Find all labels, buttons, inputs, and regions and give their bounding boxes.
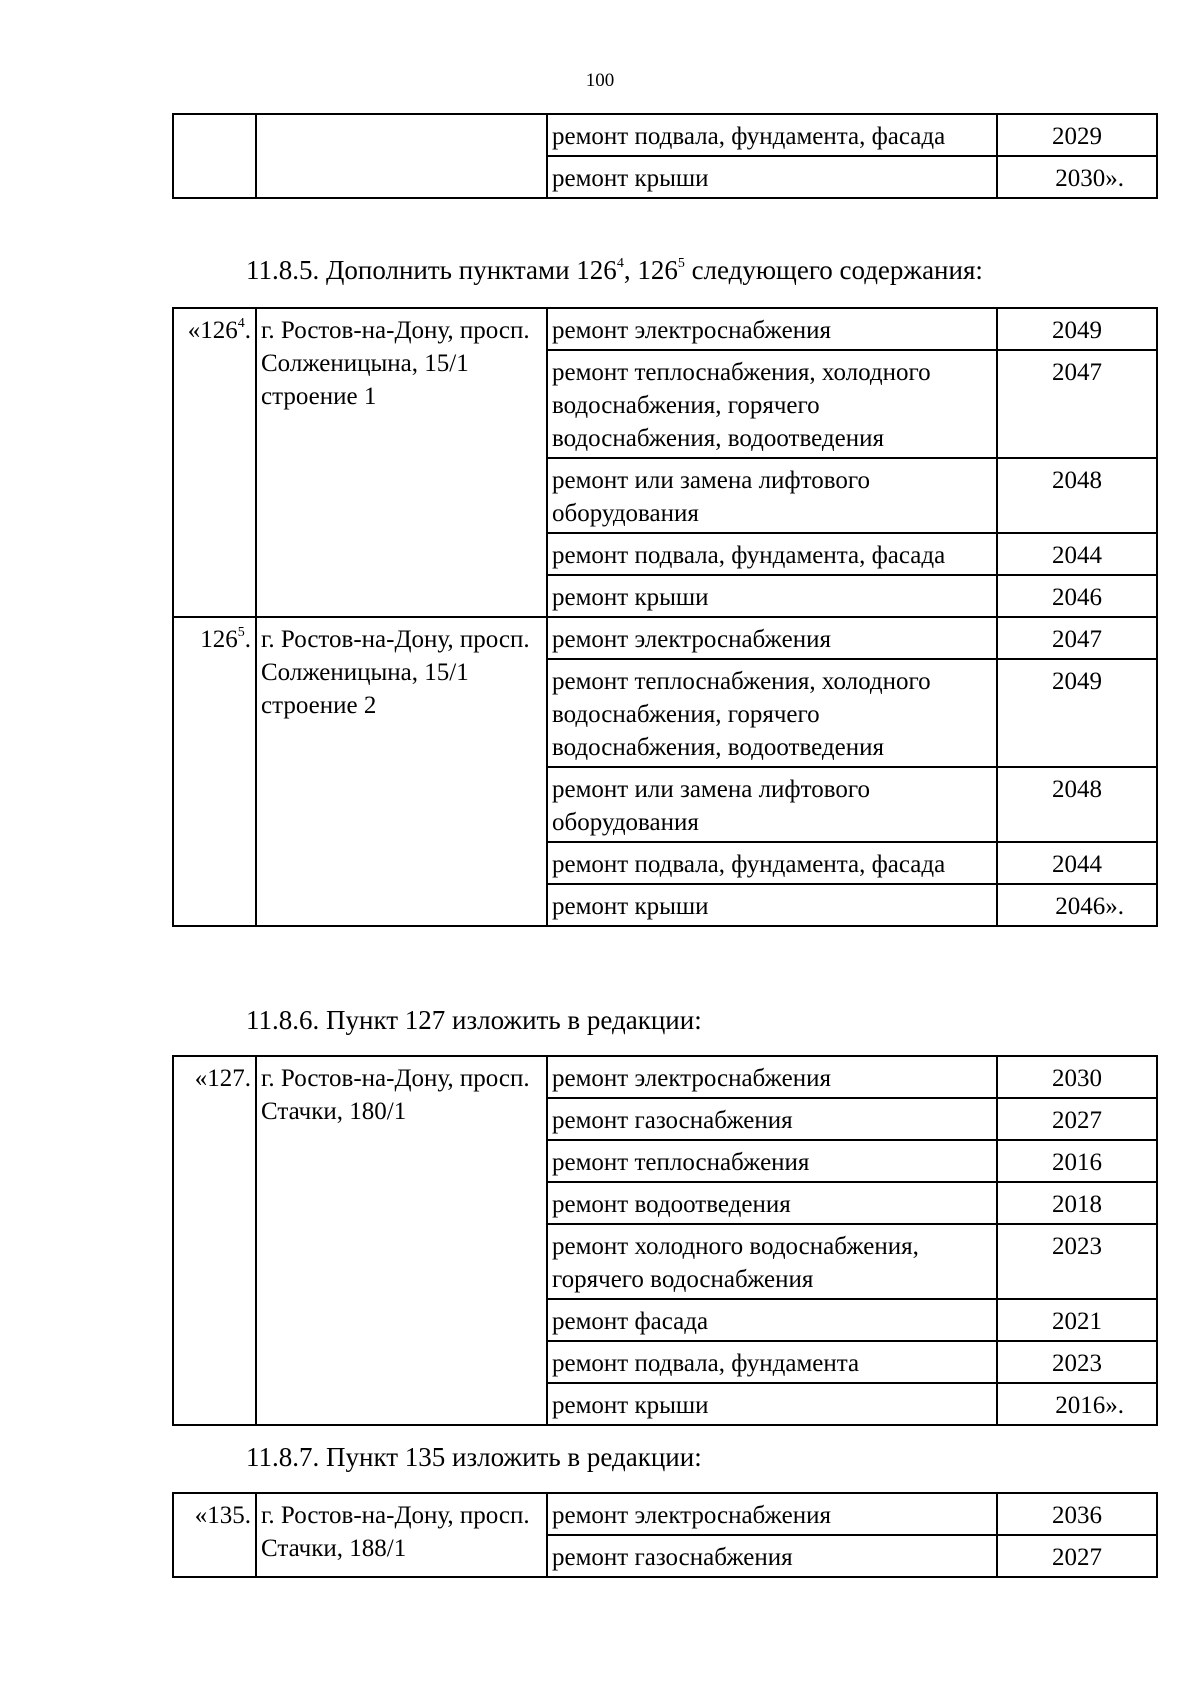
work-cell: ремонт или замена лифтового оборудования xyxy=(547,458,997,533)
paragraph-11-8-7: 11.8.7. Пункт 135 изложить в редакции: xyxy=(246,1442,702,1472)
superscript: 5 xyxy=(677,256,685,271)
work-cell: ремонт подвала, фундамента, фасада xyxy=(547,114,997,156)
year-cell: 2049 xyxy=(997,659,1157,767)
table-row xyxy=(173,1493,1157,1535)
work-cell: ремонт электроснабжения xyxy=(547,617,997,659)
year-cell: 2023 xyxy=(997,1341,1157,1383)
year-cell: 2036 xyxy=(997,1493,1157,1535)
year-cell: 2023 xyxy=(997,1224,1157,1299)
work-cell: ремонт крыши xyxy=(547,156,997,198)
work-cell: ремонт крыши xyxy=(547,575,997,617)
year-cell: 2030». xyxy=(997,156,1157,198)
work-cell: ремонт электроснабжения xyxy=(547,1056,997,1098)
work-cell: ремонт крыши xyxy=(547,884,997,926)
year-cell: 2046 xyxy=(997,575,1157,617)
year-cell: 2044 xyxy=(997,533,1157,575)
year-cell: 2029 xyxy=(997,114,1157,156)
year-cell: 2048 xyxy=(997,767,1157,842)
table-continuation xyxy=(172,113,1158,199)
work-cell: ремонт теплоснабжения xyxy=(547,1140,997,1182)
address-cell: г. Ростов-на-Дону, просп. Стачки, 180/1 xyxy=(256,1056,547,1425)
work-cell: ремонт фасада xyxy=(547,1299,997,1341)
work-cell: ремонт холодного водоснабжения, горячего водоснабжения xyxy=(547,1224,997,1299)
superscript: 4 xyxy=(616,256,624,271)
table-item-135 xyxy=(172,1492,1158,1578)
table-row xyxy=(173,114,1157,156)
year-cell: 2048 xyxy=(997,458,1157,533)
year-cell: 2047 xyxy=(997,617,1157,659)
work-cell: ремонт электроснабжения xyxy=(547,1493,997,1535)
paragraph-11-8-5 xyxy=(246,253,983,287)
year-cell: 2046». xyxy=(997,884,1157,926)
address-cell: г. Ростов-на-Дону, просп. Солженицына, 15/1 строение 2 xyxy=(256,617,547,926)
work-cell: ремонт теплоснабжения, холодного водоснабжения, горячего водоснабжения, водоотведения xyxy=(547,659,997,767)
item-number: 126 xyxy=(200,626,238,653)
year-cell: 2027 xyxy=(997,1535,1157,1577)
address-cell xyxy=(256,114,547,198)
paragraph-11-8-6: 11.8.6. Пункт 127 изложить в редакции: xyxy=(246,1005,702,1035)
number-cell: «135. xyxy=(173,1493,256,1577)
year-cell: 2047 xyxy=(997,350,1157,458)
year-cell: 2016 xyxy=(997,1140,1157,1182)
table-row xyxy=(173,617,1157,659)
table-row xyxy=(173,1056,1157,1098)
year-cell: 2027 xyxy=(997,1098,1157,1140)
table-items-126 xyxy=(172,307,1158,927)
number-cell xyxy=(173,308,256,617)
work-cell: ремонт или замена лифтового оборудования xyxy=(547,767,997,842)
work-cell: ремонт теплоснабжения, холодного водоснабжения, горячего водоснабжения, водоотведения xyxy=(547,350,997,458)
work-cell: ремонт водоотведения xyxy=(547,1182,997,1224)
table-item-127 xyxy=(172,1055,1158,1426)
year-cell: 2049 xyxy=(997,308,1157,350)
paragraph-text: следующего содержания: xyxy=(684,255,983,285)
work-cell: ремонт газоснабжения xyxy=(547,1098,997,1140)
year-cell: 2021 xyxy=(997,1299,1157,1341)
year-cell: 2016». xyxy=(997,1383,1157,1425)
page-number: 100 xyxy=(585,70,615,91)
number-cell xyxy=(173,114,256,198)
item-number: «126 xyxy=(187,317,238,344)
number-cell: «127. xyxy=(173,1056,256,1425)
year-cell: 2018 xyxy=(997,1182,1157,1224)
superscript: 5 xyxy=(237,624,245,640)
year-cell: 2030 xyxy=(997,1056,1157,1098)
number-cell xyxy=(173,617,256,926)
superscript: 4 xyxy=(237,315,245,331)
work-cell: ремонт крыши xyxy=(547,1383,997,1425)
paragraph-text: , 126 xyxy=(623,255,678,285)
work-cell: ремонт подвала, фундамента xyxy=(547,1341,997,1383)
work-cell: ремонт подвала, фундамента, фасада xyxy=(547,842,997,884)
work-cell: ремонт подвала, фундамента, фасада xyxy=(547,533,997,575)
item-number-dot: . xyxy=(244,317,251,344)
address-cell: г. Ростов-на-Дону, просп. Стачки, 188/1 xyxy=(256,1493,547,1577)
work-cell: ремонт газоснабжения xyxy=(547,1535,997,1577)
work-cell: ремонт электроснабжения xyxy=(547,308,997,350)
table-row xyxy=(173,308,1157,350)
item-number-dot: . xyxy=(244,626,251,653)
address-cell: г. Ростов-на-Дону, просп. Солженицына, 15/1 строение 1 xyxy=(256,308,547,617)
year-cell: 2044 xyxy=(997,842,1157,884)
paragraph-text: 11.8.5. Дополнить пунктами 126 xyxy=(246,255,617,285)
